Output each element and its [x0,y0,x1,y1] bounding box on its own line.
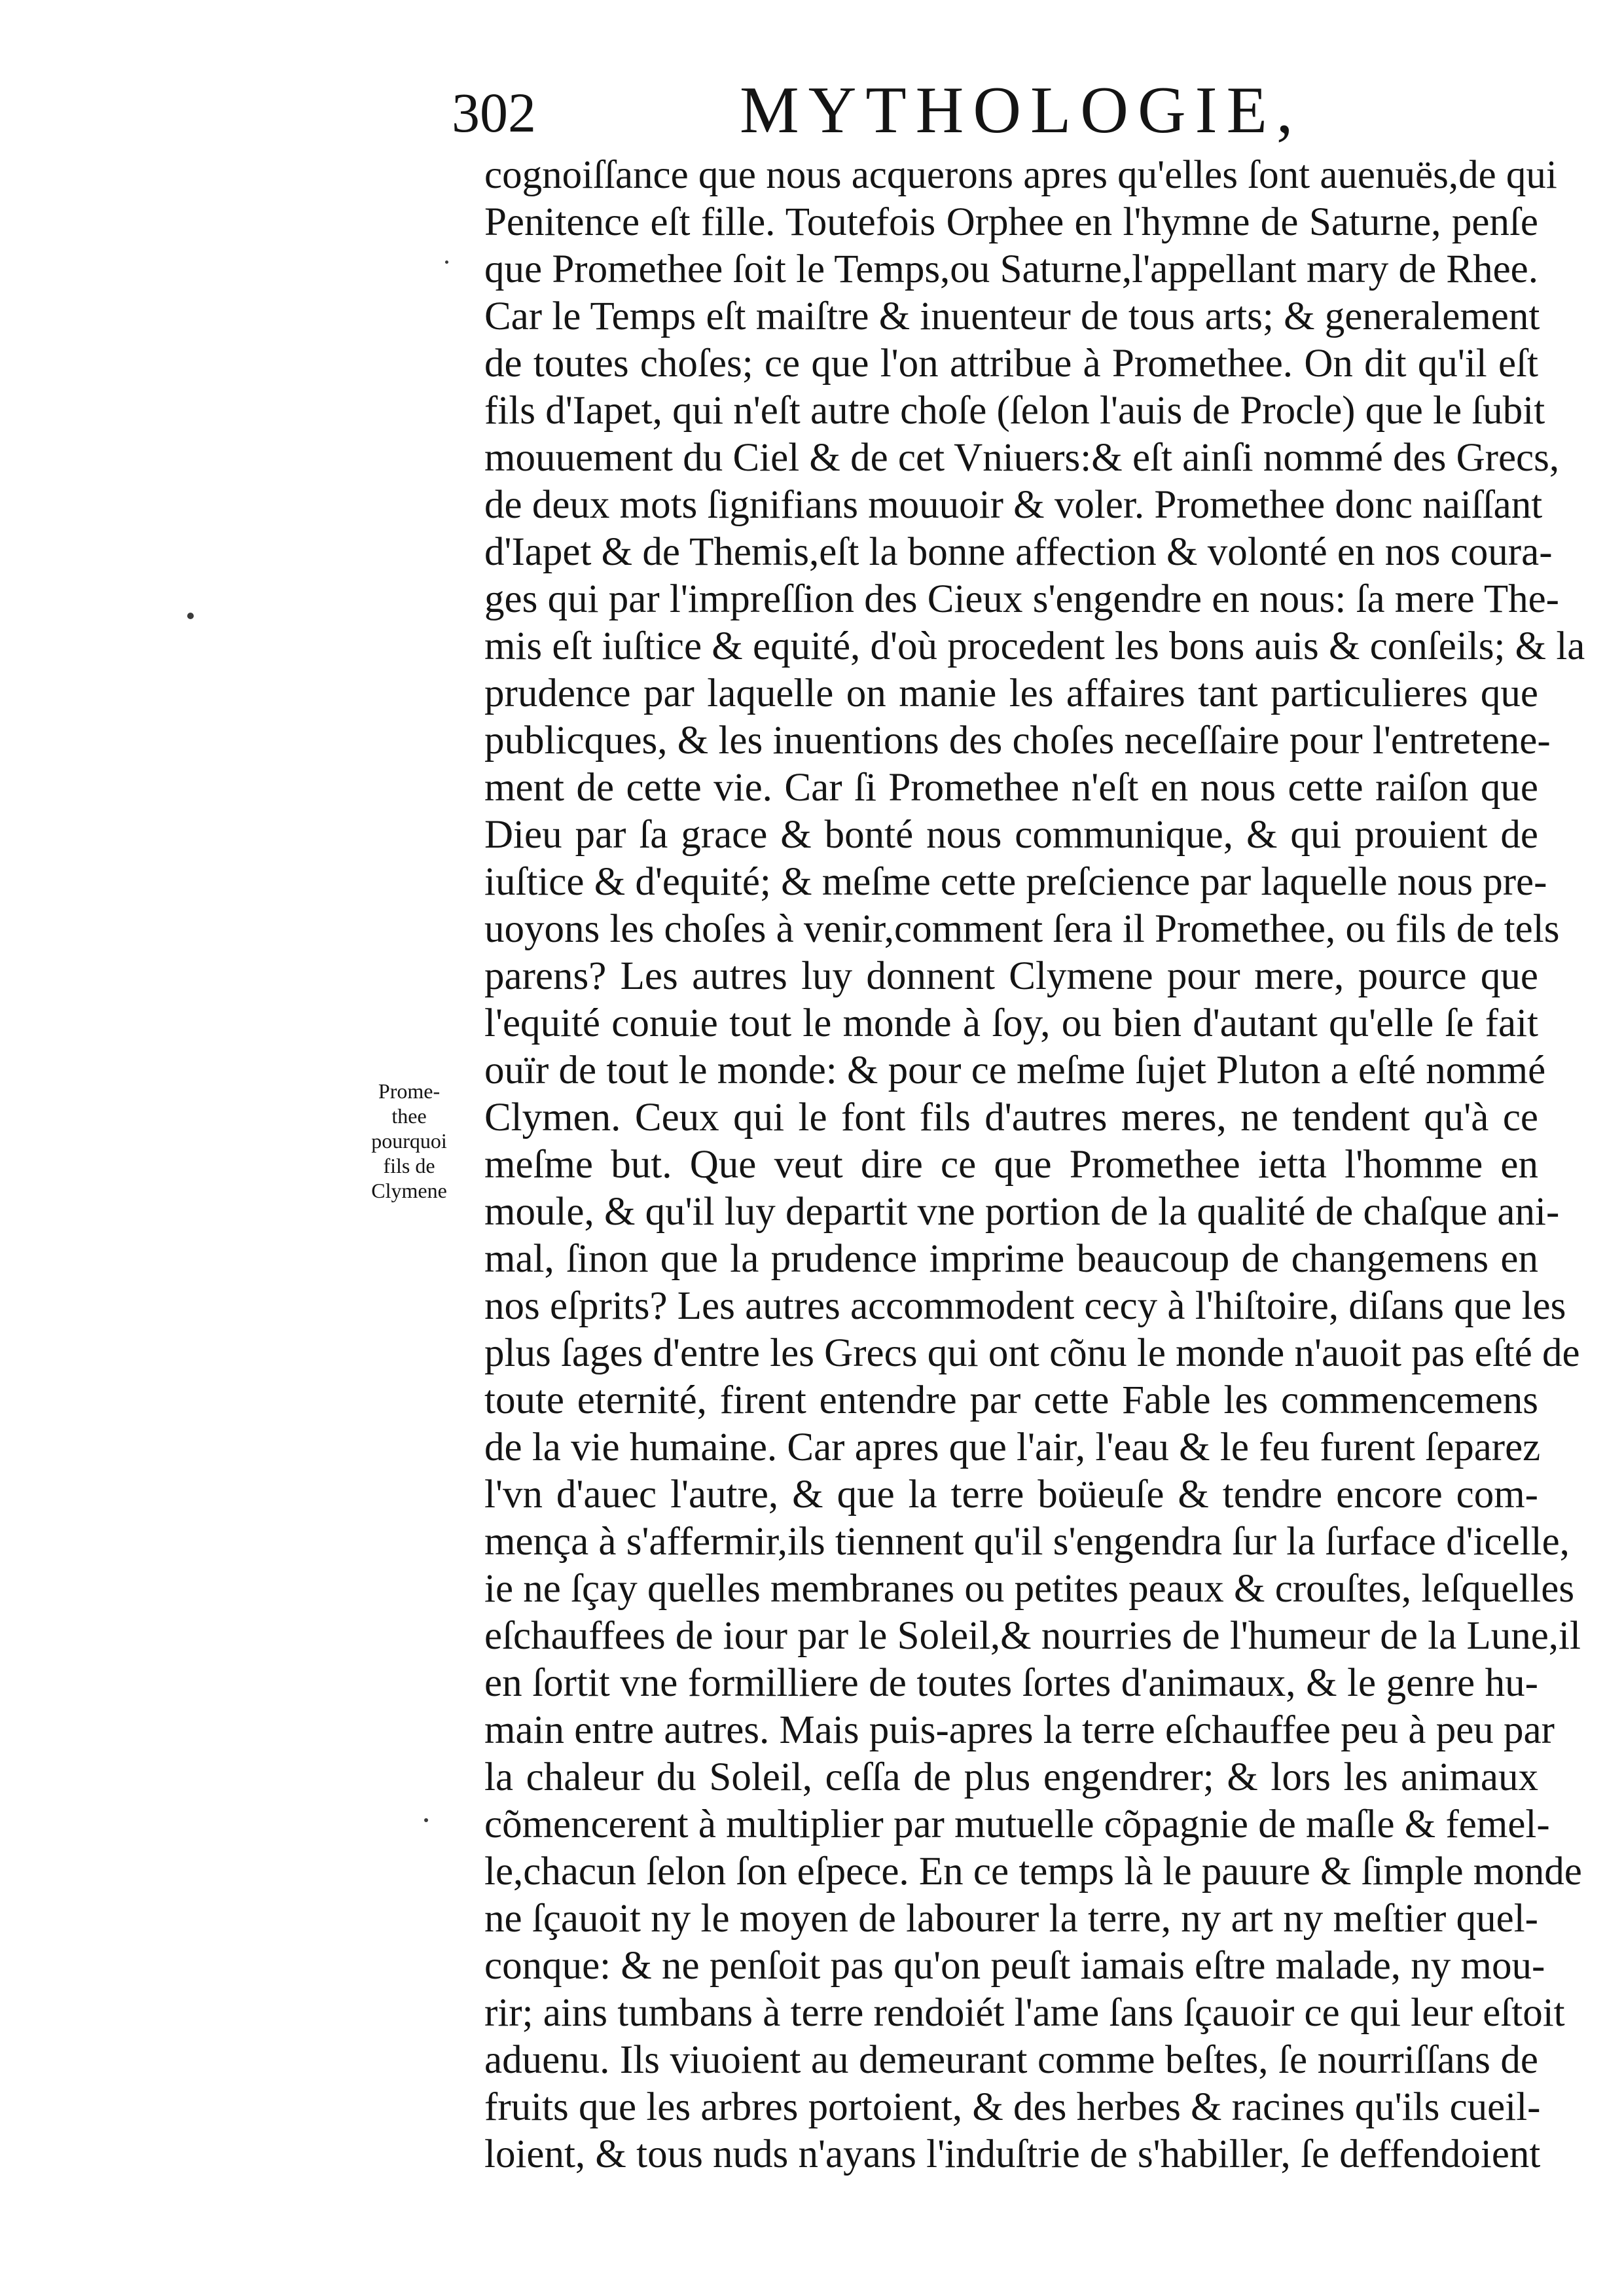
text-line: mis eſt iuſtice & equité, d'où procedent les bons auis & conſeils; & la [484,624,1585,668]
ink-speck [424,1818,428,1822]
text-line: que Promethee ſoit le Temps,ou Saturne,l'appellant mary de Rhee. [484,247,1538,291]
text-line: parens? Les autres luy donnent Clymene pour mere, pource que [484,954,1538,998]
text-line: cõmencerent à multiplier par mutuelle cõpagnie de maſle & femel- [484,1803,1550,1846]
text-line: de toutes choſes; ce que l'on attribue à Promethee. On dit qu'il eſt [484,342,1538,386]
text-line: mouuement du Ciel & de cet Vniuers:& eſt ainſi nommé des Grecs, [484,436,1560,480]
margin-note-line: thee [391,1104,427,1128]
text-line: moule, & qu'il luy departit vne portion de la qualité de chaſque ani- [484,1190,1560,1234]
text-line: fils d'Iapet, qui n'eſt autre choſe (ſelon l'auis de Procle) que le ſubit [484,389,1545,433]
text-line: cognoiſſance que nous acquerons apres qu'elles ſont auenuës,de qui [484,153,1557,197]
text-line: Dieu par ſa grace & bonté nous communique, & qui prouient de [484,813,1538,857]
text-line: rir; ains tumbans à terre rendoiét l'ame ſans ſçauoir ce qui leur eſtoit [484,1991,1565,2035]
text-line: fruits que les arbres portoient, & des herbes & racines qu'ils cueil- [484,2085,1541,2129]
text-line: ges qui par l'impreſſion des Cieux s'engendre en nous: ſa mere The- [484,577,1559,621]
margin-note-line: fils de [383,1154,435,1177]
text-line: d'Iapet & de Themis,eſt la bonne affection & volonté en nos coura- [484,530,1553,574]
text-line: loient, & tous nuds n'ayans l'induſtrie de s'habiller, ſe deffendoient [484,2132,1541,2176]
text-line: aduenu. Ils viuoient au demeurant comme beſtes, ſe nourriſſans de [484,2038,1538,2082]
text-line: conque: & ne penſoit pas qu'on peuſt iamais eſtre malade, ny mou- [484,1944,1545,1988]
text-line: toute eternité, firent entendre par cette Fable les commencemens [484,1378,1538,1422]
text-line: ie ne ſçay quelles membranes ou petites peaux & crouſtes, leſquelles [484,1567,1575,1611]
text-line: le,chacun ſelon ſon eſpece. En ce temps là le pauure & ſimple monde [484,1850,1582,1893]
text-line: ouïr de tout le monde: & pour ce meſme ſujet Pluton a eſté nommé [484,1049,1546,1092]
text-line: de deux mots ſignifians mouuoir & voler. Promethee donc naiſſant [484,483,1543,527]
running-title: MYTHOLOGIE, [740,73,1303,147]
text-line: en ſortit vne formilliere de toutes ſortes d'animaux, & le genre hu- [484,1661,1538,1705]
margin-note-line: Clymene [371,1179,447,1202]
text-line: Clymen. Ceux qui le font fils d'autres meres, ne tendent qu'à ce [484,1096,1538,1139]
margin-note [353,1079,465,1203]
text-line: la chaleur du Soleil, ceſſa de plus engendrer; & lors les animaux [484,1755,1538,1799]
text-line: iuſtice & d'equité; & meſme cette preſcience par laquelle nous pre- [484,860,1547,904]
margin-note-line: Prome- [378,1079,441,1103]
text-line: mal, ſinon que la prudence imprime beaucoup de changemens en [484,1237,1538,1281]
text-line: uoyons les choſes à venir,comment ſera il Promethee, ou fils de tels [484,907,1560,951]
text-line: Penitence eſt fille. Toutefois Orphee en l'hymne de Saturne, penſe [484,200,1538,244]
text-line: publicques, & les inuentions des choſes neceſſaire pour l'entretene- [484,719,1551,762]
text-line: Car le Temps eſt maiſtre & inuenteur de tous arts; & generalement [484,295,1540,338]
margin-note-line: pourquoi [371,1129,447,1153]
text-line: main entre autres. Mais puis-apres la terre eſchauffee peu à peu par [484,1708,1555,1752]
ink-speck [445,260,448,264]
text-line: prudence par laquelle on manie les affaires tant particulieres que [484,672,1538,715]
text-line: ne ſçauoit ny le moyen de labourer la terre, ny art ny meſtier quel- [484,1897,1538,1941]
ink-speck [187,613,194,619]
page-header [0,72,1624,147]
text-line: nos eſprits? Les autres accommodent cecy à l'hiſtoire, diſans que les [484,1284,1566,1328]
text-line: l'vn d'auec l'autre, & que la terre boüeuſe & tendre encore com- [484,1473,1538,1516]
page-number: 302 [452,81,536,144]
text-line: de la vie humaine. Car apres que l'air, l'eau & le feu furent ſeparez [484,1426,1541,1469]
text-line: meſme but. Que veut dire ce que Promethee ietta l'homme en [484,1143,1538,1187]
text-line: mença à s'affermir,ils tiennent qu'il s'engendra ſur la ſurface d'icelle, [484,1520,1570,1564]
text-line: ment de cette vie. Car ſi Promethee n'eſt en nous cette raiſon que [484,766,1538,810]
text-line: eſchauffees de iour par le Soleil,& nourries de l'humeur de la Lune,il [484,1614,1581,1658]
body-text [484,152,1585,2178]
text-line: l'equité conuie tout le monde à ſoy, ou bien d'autant qu'elle ſe fait [484,1001,1538,1045]
text-line: plus ſages d'entre les Grecs qui ont cõnu le monde n'auoit pas eſté de [484,1331,1580,1375]
